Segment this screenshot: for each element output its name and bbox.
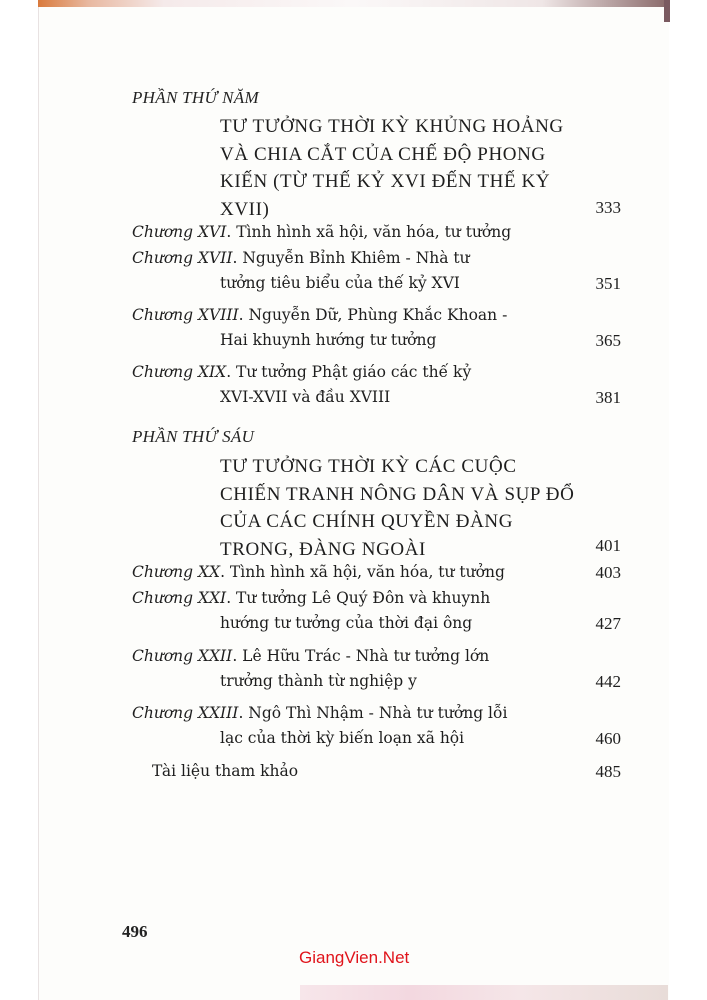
chapter-label: Chương XXII [132,647,233,665]
toc-entry[interactable]: Chương XVII. Nguyễn Bỉnh Khiêm - Nhà tư [132,249,470,267]
chapter-title: Tư tưởng Phật giáo các thế kỷ [236,363,472,381]
toc-entry-references[interactable]: Tài liệu tham khảo [152,762,299,780]
chapter-title: Tình hình xã hội, văn hóa, tư tưởng [229,563,505,581]
chapter-title: Tư tưởng Lê Quý Đôn và khuynh [236,589,491,607]
page-number: 460 [595,729,621,748]
page-top-edge [38,0,668,7]
chapter-title-cont: lạc của thời kỳ biến loạn xã hội [220,729,465,747]
chapter-title-cont: XVI-XVII và đầu XVIII [220,388,391,406]
watermark: GiangVien.Net [299,948,410,967]
part-title-line: TƯ TƯỞNG THỜI KỲ KHỦNG HOẢNG [220,116,564,137]
page-number: 442 [595,672,621,691]
toc-entry[interactable]: Chương XX. Tình hình xã hội, văn hóa, tư tưởng [132,563,505,581]
chapter-title-cont: Hai khuynh hướng tư tưởng [220,331,437,349]
toc-entry[interactable]: Chương XXII. Lê Hữu Trác - Nhà tư tưởng lớn [132,647,490,665]
page-number: 381 [595,388,621,407]
part-label: PHẦN THỨ NĂM [132,88,259,107]
chapter-title: Nguyễn Bỉnh Khiêm - Nhà tư [242,249,470,267]
chapter-title: Nguyễn Dữ, Phùng Khắc Khoan - [248,306,508,324]
part-title-line: TƯ TƯỞNG THỜI KỲ CÁC CUỘC [220,456,517,477]
part-title-line: VÀ CHIA CẮT CỦA CHẾ ĐỘ PHONG [220,143,546,165]
chapter-label: Chương XVIII [132,306,239,324]
chapter-title-cont: tưởng tiêu biểu của thế kỷ XVI [220,274,460,292]
page-number: 365 [595,331,621,350]
chapter-title: Tình hình xã hội, văn hóa, tư tưởng [236,223,512,241]
toc-entry[interactable]: Chương XVIII. Nguyễn Dữ, Phùng Khắc Khoan - [132,306,508,324]
chapter-title: Ngô Thì Nhậm - Nhà tư tưởng lỗi [248,704,508,722]
page-number: 351 [595,274,621,293]
part-title [220,453,620,563]
toc-entry[interactable]: Chương XIX. Tư tưởng Phật giáo các thế kỷ [132,363,472,381]
chapter-title-cont: trưởng thành từ nghiệp y [220,672,417,690]
chapter-label: Chương XVII [132,249,233,267]
chapter-label: Chương XIX [132,363,227,381]
page-bottom-edge [300,985,668,1000]
toc-entry[interactable]: Chương XXI. Tư tưởng Lê Quý Đôn và khuynh [132,589,491,607]
page-number: 401 [595,536,621,555]
part-title-line: CỦA CÁC CHÍNH QUYỀN ĐÀNG [220,511,514,532]
chapter-label: Chương XX [132,563,221,581]
chapter-title: Lê Hữu Trác - Nhà tư tưởng lớn [242,647,490,665]
part-title-line: CHIẾN TRANH NÔNG DÂN VÀ SỤP ĐỔ [220,483,575,505]
page-number: 403 [595,563,621,582]
part-label: PHẦN THỨ SÁU [132,427,255,446]
folio-page-number: 496 [122,922,148,941]
part-title-line: KIẾN (TỪ THẾ KỶ XVI ĐẾN THẾ KỶ [220,171,551,192]
chapter-label: Chương XXI [132,589,227,607]
part-title-line: TRONG, ĐÀNG NGOÀI [220,538,426,560]
page-number: 333 [595,198,621,217]
page-spine-shadow [664,0,670,22]
part-title-line: XVII) [220,198,270,220]
chapter-label: Chương XXIII [132,704,239,722]
page-number: 485 [595,762,621,781]
chapter-title-cont: hướng tư tưởng của thời đại ông [220,614,473,632]
toc-entry[interactable]: Chương XXIII. Ngô Thì Nhậm - Nhà tư tưởng lỗi [132,704,508,722]
part-title [220,113,620,223]
toc-entry[interactable]: Chương XVI. Tình hình xã hội, văn hóa, tư tưởng [132,223,512,241]
page-number: 427 [595,614,621,633]
chapter-label: Chương XVI [132,223,227,241]
